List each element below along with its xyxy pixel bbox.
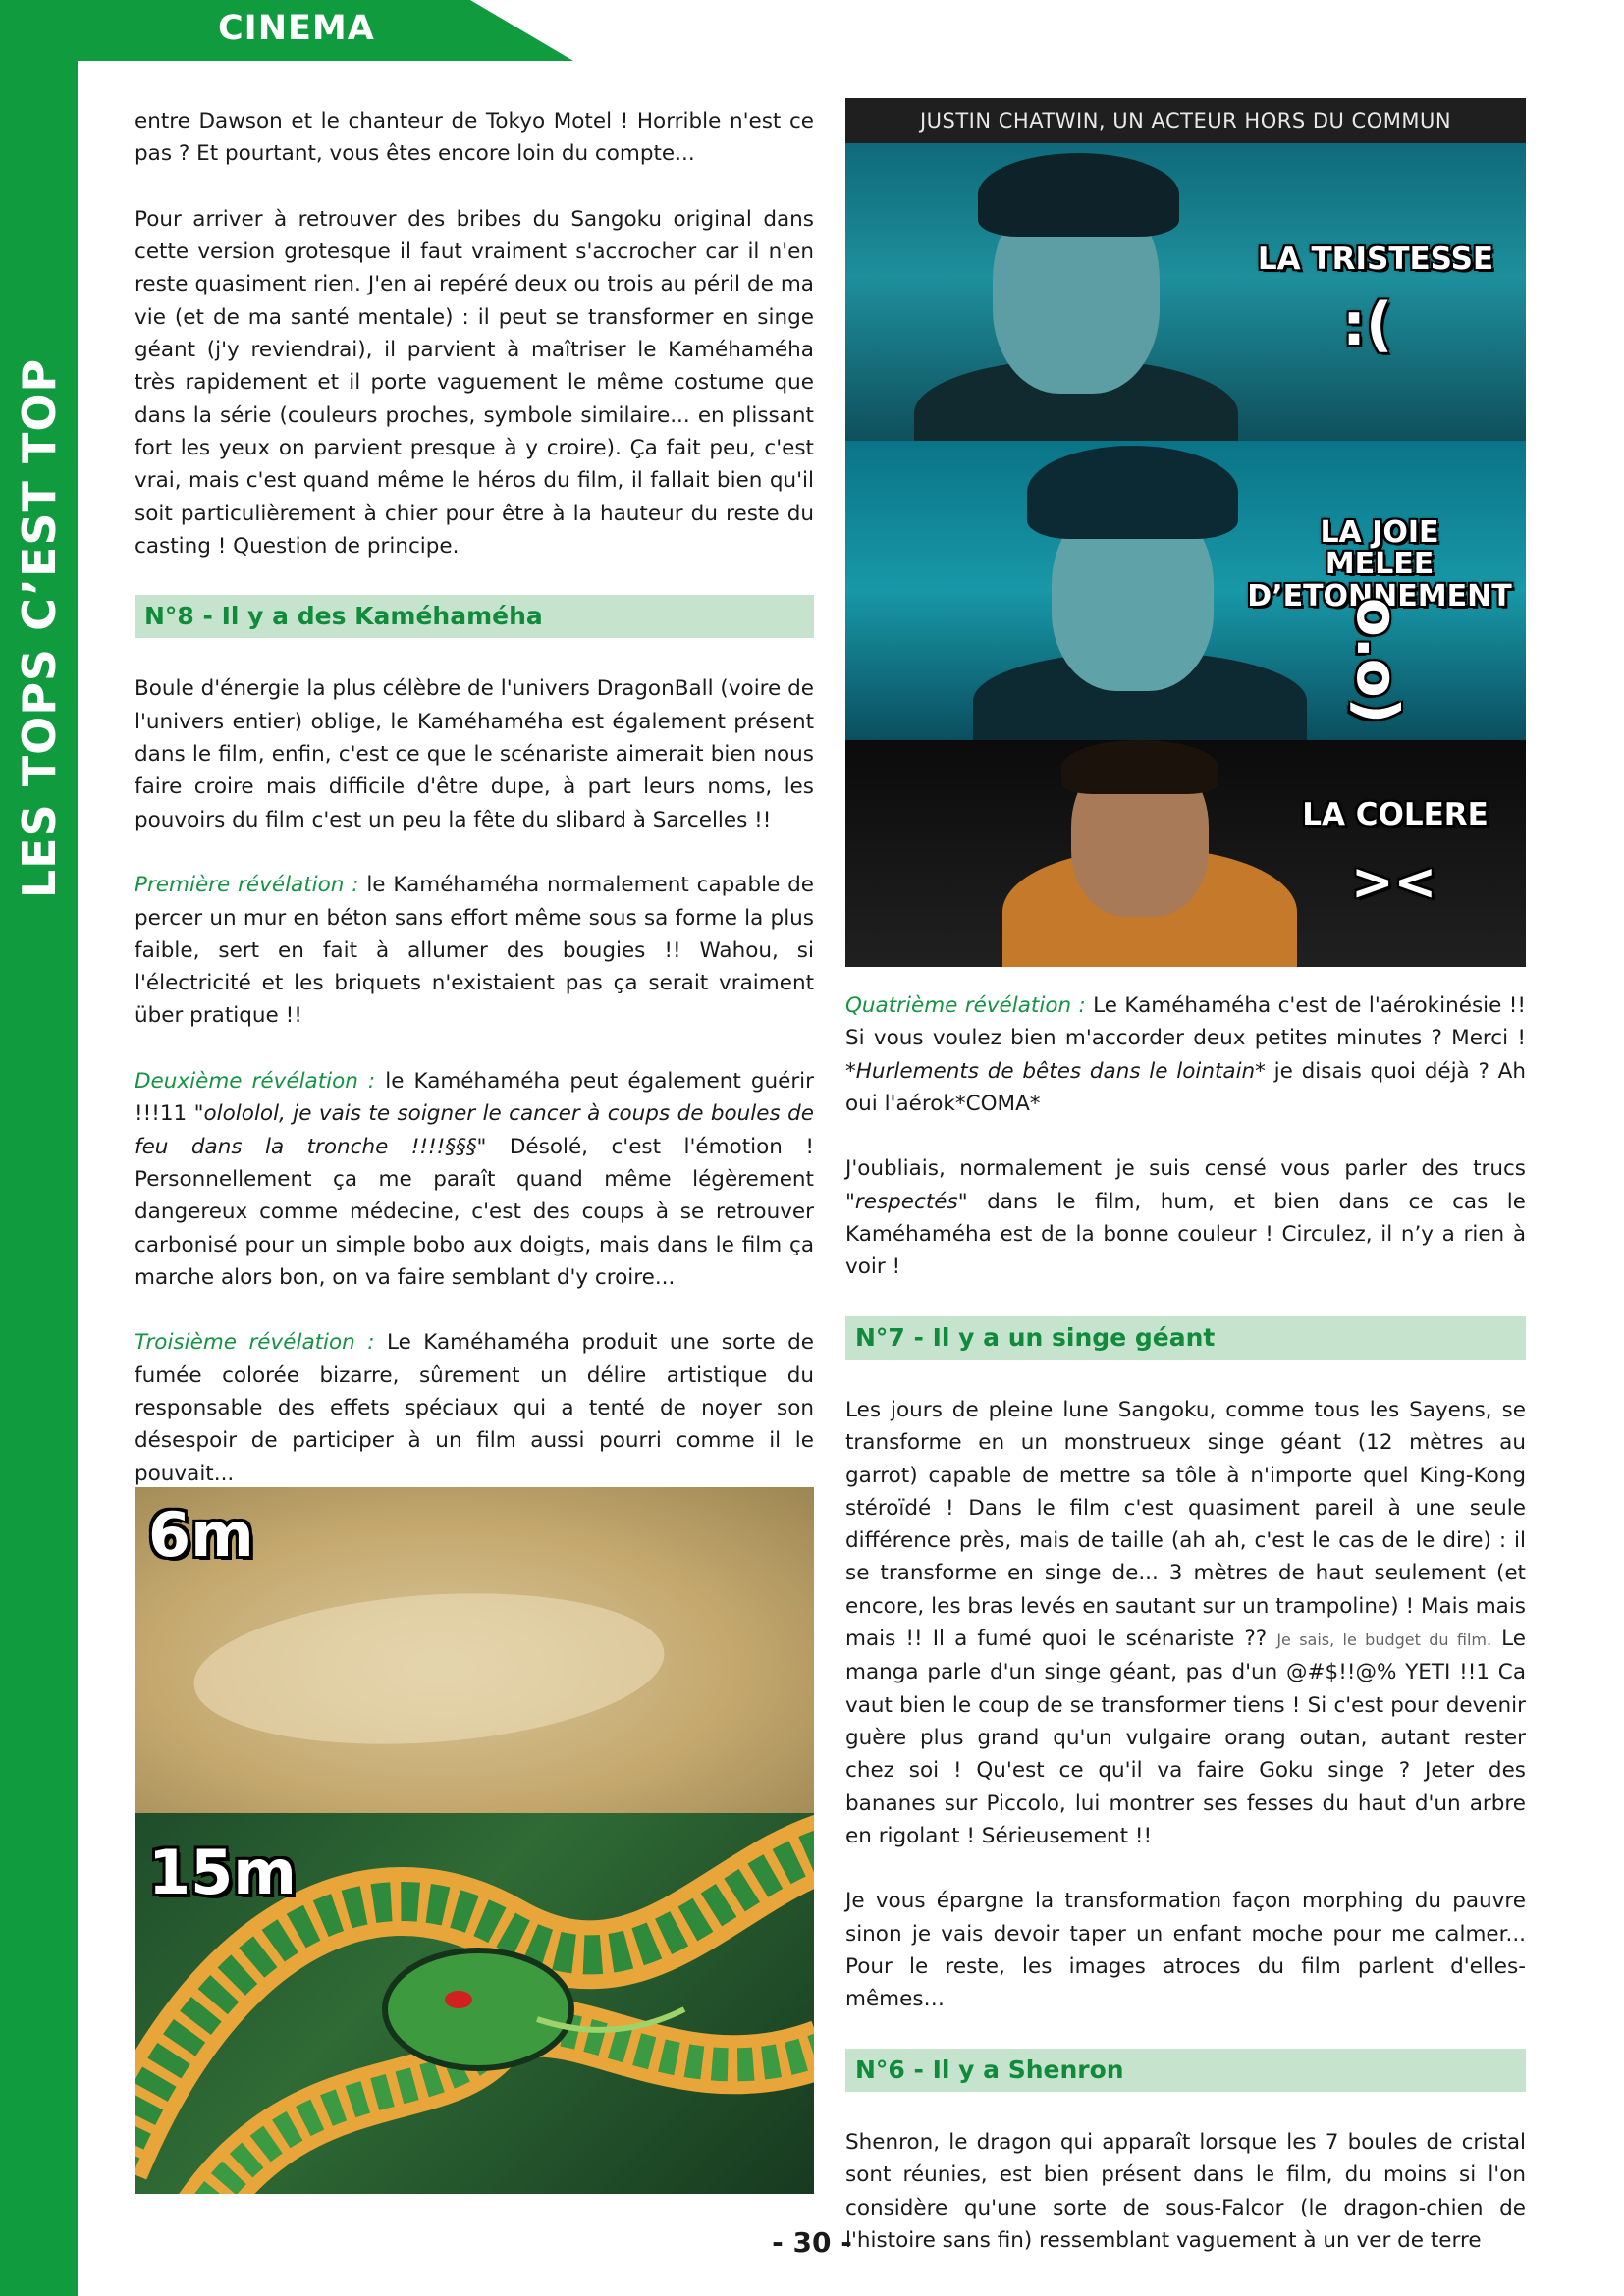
section7-paragraph-2: Je vous épargne la transformation façon morphing du pauvre sinon je vais devoir taper un enfant moche pour me calmer... Pour le reste, les images atroces du film parlent d'elles-mêmes…: [845, 1889, 1526, 2012]
intro-paragraph-2: Pour arriver à retrouver des bribes du Sangoku original dans cette version grotesque il faut vraiment s'accrocher car il n'en reste quasiment rien. J'en ai repéré deux ou trois au péril de ma vie (et de ma santé mentale) : il peut se transformer en singe géant (j'y reviendrai), il parvient à maîtriser le Kaméhaméha très rapidement et il porte vaguement le même costume que dans la série (couleurs proches, symbole similaire... en plissant fort les yeux on parvient presque à y croire). Ça fait peu, c'est vrai, mais c'est quand même le héros du film, il fallait bien qu'il soit particulièrement à chier pour être à la hauteur du reste du casting ! Question de principe.: [135, 206, 814, 559]
actor-expressions-figure: [845, 98, 1526, 967]
side-band: [0, 0, 78, 2296]
emotion-label-joy: LA JOIE MELEE D’ETONNEMENT: [1247, 515, 1512, 614]
smiley-sad: :(: [1342, 291, 1393, 359]
section6-paragraph-1: Shenron, le dragon qui apparaît lorsque les 7 boules de cristal sont réunies, est bien présent dans le film, du moins si l'on considère qu'une sorte de sous-Falcor (le dragon-chien de l'histoire sans fin) ressemblant vaguement à un ver de terre: [845, 2129, 1526, 2253]
respected-text-a: J'oubliais, normalement je suis censé vous parler des trucs ": [845, 1156, 1526, 1214]
left-column: [135, 105, 814, 1522]
figure-caption: JUSTIN CHATWIN, UN ACTEUR HORS DU COMMUN: [845, 98, 1526, 143]
revelation-2-text-b: Désolé, c'est l'émotion ! Personnellement ça me paraît quand même légèrement dangereux comme médecine, c'est des coups à se retrouver carbonisé pour un simple bobo aux doigts, mais dans le film ça marche alors bon, on va faire semblant d'y croire...: [135, 1134, 814, 1290]
revelation-4-label: Quatrième révélation :: [845, 993, 1086, 1018]
revelation-3: [135, 1326, 814, 1489]
ape-silhouette: [189, 1578, 669, 1758]
revelation-1: [135, 869, 814, 1032]
size-comparison-figure: [135, 1487, 814, 2194]
revelation-2-quote: "olololol, je vais te soigner le cancer à coups de boules de feu dans la tronche !!!!§§§": [135, 1101, 814, 1159]
revelation-1-text: le Kaméhaméha normalement capable de percer un mur en béton sans effort même sous sa forme la plus faible, sert en fait à allumer des bougies !! Wahou, si l'électricité et les briquets n'existaient pas ça serait vraiment über pratique !!: [135, 873, 814, 1029]
respected-italic: respectés: [854, 1189, 958, 1214]
panel-joy-surprise: [845, 441, 1526, 740]
section7-text-a: Les jours de pleine lune Sangoku, comme tous les Sayens, se transforme en un monstrueux singe géant (12 mètres au garrot) capable de mettre sa tôle à n'importe quel King-Kong stéroïdé ! Dans le film c'est quasiment pareil à une seule différence près, mais de taille (ah ah, c'est le cas de le dire) : il se transforme en singe de... 3 mètres de haut seulement (et encore, les bras levés en sautant sur un trampoline) ! Mais mais mais !! Il a fumé quoi le scénariste ??: [845, 1397, 1526, 1652]
revelation-4-text-a: Le Kaméhaméha c'est de l'aérokinésie !! Si vous voulez bien m'accorder deux petites minutes ? Merci ! *: [845, 993, 1526, 1084]
section-header-label: CINEMA: [218, 9, 375, 48]
revelation-2-text-a: le Kaméhaméha peut également guérir !!!11: [135, 1069, 814, 1127]
smiley-angry: ><: [1351, 853, 1437, 912]
ape-sand-panel: [135, 1487, 814, 1813]
section7-text-b: Le manga parle d'un singe géant, pas d'un @#$!!@% YETI !!1 Ca vaut bien le coup de se transformer tiens ! Si c'est pour devenir guère plus grand qu'un vulgaire orang outan, autant rester chez soi ! Qu'est ce qu'il va faire Goku singe ? Jeter des bananes sur Piccolo, lui montrer ses fesses du haut d'un arbre en rigolant ! Sérieusement !!: [845, 1627, 1526, 1848]
smiley-surprised: o.o): [1344, 597, 1412, 724]
section-heading-6: N°6 - Il y a Shenron: [845, 2049, 1526, 2092]
right-column: [845, 989, 1526, 2289]
revelation-3-label: Troisième révélation :: [135, 1330, 375, 1356]
revelation-1-label: Première révélation :: [135, 873, 359, 898]
emotion-label-sadness: LA TRISTESSE: [1257, 241, 1494, 277]
panel-anger: [845, 740, 1526, 967]
vertical-title-text: LES TOPS C’EST TOP: [12, 357, 66, 899]
panel-sadness: [845, 143, 1526, 441]
intro-paragraph-1: entre Dawson et le chanteur de Tokyo Motel ! Horrible n'est ce pas ? Et pourtant, vous êtes encore loin du compte...: [135, 109, 814, 167]
revelation-4-italic: Hurlements de bêtes dans le lointain: [855, 1058, 1256, 1084]
respected-text-b: " dans le film, hum, et bien dans ce cas le Kaméhaméha est de la bonne couleur ! Circulez, il n’y a rien à voir !: [845, 1189, 1526, 1280]
section-heading-7: N°7 - Il y a un singe géant: [845, 1316, 1526, 1360]
page-number: - 30 -: [772, 2226, 852, 2259]
revelation-2-label: Deuxième révélation :: [135, 1069, 376, 1095]
revelation-3-text: Le Kaméhaméha produit une sorte de fumée colorée bizarre, sûrement un délire artistique du responsable des effets spéciaux qui a tenté de noyer son désespoir de participer à un film aussi pourri comme il le pouvait...: [135, 1330, 814, 1486]
section8-paragraph-1: Boule d'énergie la plus célèbre de l'univers DragonBall (voire de l'univers entier) oblige, le Kaméhaméha est également présent dans le film, enfin, c'est ce que le scénariste aimerait bien nous faire croire mais difficile d'être dupe, à part leurs noms, les pouvoirs du film c'est un peu la fête du slibard à Sarcelles !!: [135, 676, 814, 832]
section-heading-8: N°8 - Il y a des Kaméhaméha: [135, 595, 814, 638]
emotion-label-anger: LA COLERE: [1302, 797, 1489, 832]
revelation-2: [135, 1065, 814, 1294]
revelation-4: [845, 989, 1526, 1120]
section7-aside: Je sais, le budget du film.: [1276, 1630, 1492, 1650]
revelation-4-text-b: * je disais quoi déjà ? Ah oui l'aérok*COMA*: [845, 1058, 1526, 1116]
size-label-15m: 15m: [148, 1837, 297, 1908]
section7-paragraph-1: [845, 1394, 1526, 1852]
respected-paragraph: [845, 1152, 1526, 1283]
actor-hair: [1061, 740, 1218, 794]
shenron-panel: [135, 1813, 814, 2194]
actor-hair: [1027, 446, 1238, 539]
actor-hair: [978, 153, 1179, 237]
size-label-6m: 6m: [148, 1499, 254, 1571]
